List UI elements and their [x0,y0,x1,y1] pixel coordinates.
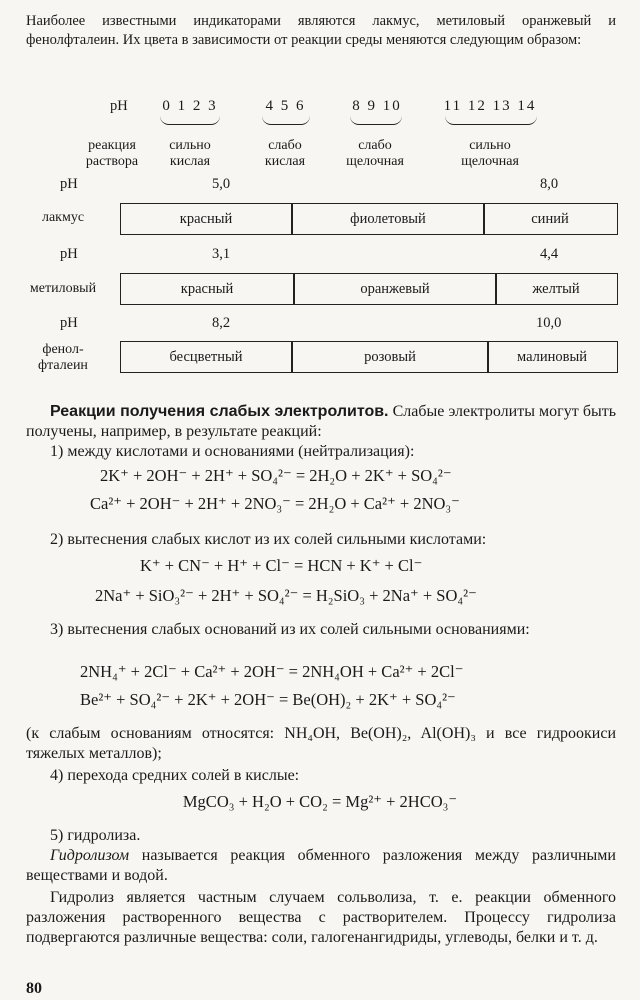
hydrolysis-term: Гидролизом [50,847,130,864]
phenol-low: 8,2 [212,315,231,331]
equation-5: 2NH₄⁺ + 2Cl⁻ + Ca²⁺ + 2OH⁻ = 2NH₄OH + Ca²⁺ + 2Cl⁻ [80,662,464,681]
section-intro: Реакции получения слабых электролитов. Слабые электролиты могут быть получены, например, в результате реакций: [26,403,616,440]
methyl-acid-color: красный [180,281,234,297]
note: (к слабым основаниям относятся: NH₄OH, Be(OH)₂, Al(OH)₃ и все гидроокиси тяжелых металлов); [26,725,616,762]
methyl-low: 3,1 [212,246,231,262]
litmus-label: лакмус [41,210,85,225]
section-title: Реакции получения слабых электролитов. [50,403,389,420]
methyl-label: метиловый [29,281,97,296]
desc-strong-base: сильно щелочная [461,138,519,169]
litmus-low: 5,0 [212,176,231,192]
brace-strong-base [445,116,537,125]
equation-7: MgCO₃ + H₂O + CO₂ = Mg²⁺ + 2HCO₃⁻ [182,792,458,811]
phenol-mid-color: розовый [364,349,416,365]
final-paragraph: Гидролиз является частным случаем сольволиза, т. е. реакции обменного разложения растворенного вещества с растворителем. Процессу гидролиза подвергаются различные вещества: соли, галогенангидриды, углеводы, белки и т. д. [26,889,616,946]
item-5: 5) гидролиза. [50,827,141,844]
ph-label-phenol: pH [60,315,78,331]
item-3: 3) вытеснения слабых оснований из их солей сильными основаниями: [50,621,530,638]
item-1: 1) между кислотами и основаниями (нейтрализация): [50,443,415,460]
ph-label-methyl: pH [60,246,78,262]
litmus-base-color: синий [531,211,569,227]
methyl-base-color: желтый [532,281,580,297]
equation-2: Ca²⁺ + 2OH⁻ + 2H⁺ + 2NO₃⁻ = 2H₂O + Ca²⁺ + 2NO₃⁻ [90,494,460,513]
phenol-base-color: малиновый [517,349,587,365]
ph-scale [0,0,640,180]
equation-4: 2Na⁺ + SiO₃²⁻ + 2H⁺ + SO₄²⁻ = H₂SiO₃ + 2Na⁺ + SO₄²⁻ [95,586,477,605]
ph-group-weak-base: 8 9 10 [352,98,402,114]
equation-3: K⁺ + CN⁻ + H⁺ + Cl⁻ = HCN + K⁺ + Cl⁻ [140,556,423,575]
ph-label-litmus: pH [60,176,78,192]
page-number: 80 [26,980,42,997]
desc-weak-acid: слабо кислая [264,138,306,169]
litmus-high: 8,0 [540,176,559,192]
ph-group-strong-acid: 0 1 2 3 [162,98,218,114]
reaction-label: реакция раствора [85,138,139,169]
brace-weak-acid [262,116,310,125]
ph-group-weak-acid: 4 5 6 [265,98,306,114]
desc-strong-acid: сильно кислая [169,138,211,169]
phenol-acid-color: бесцветный [169,349,243,365]
brace-strong-acid [160,116,220,125]
phenol-label: фенол- фталеин [38,342,88,373]
litmus-mid-color: фиолетовый [350,211,426,227]
litmus-acid-color: красный [179,211,233,227]
brace-weak-base [350,116,402,125]
hydrolysis-definition: Гидролизом называется реакция обменного разложения между различными веществами и водой. [26,847,616,884]
methyl-high: 4,4 [540,246,559,262]
equation-1: 2K⁺ + 2OH⁻ + 2H⁺ + SO₄²⁻ = 2H₂O + 2K⁺ + SO₄²⁻ [100,466,452,485]
phenol-band [120,341,618,373]
litmus-band [120,203,618,235]
item-2: 2) вытеснения слабых кислот из их солей сильными кислотами: [50,531,487,548]
methyl-mid-color: оранжевый [360,281,430,297]
phenol-high: 10,0 [536,315,562,331]
desc-weak-base: слабо щелочная [346,138,404,169]
equation-6: Be²⁺ + SO₄²⁻ + 2K⁺ + 2OH⁻ = Be(OH)₂ + 2K⁺ + SO₄²⁻ [80,690,456,709]
item-4: 4) перехода средних солей в кислые: [50,767,300,784]
ph-label: pH [110,98,128,114]
methyl-band [120,273,618,305]
ph-group-strong-base: 11 12 13 14 [443,98,537,114]
intro-paragraph: Наиболее известными индикаторами являются лакмус, метиловый оранжевый и фенолфталеин. Их цвета в зависимости от реакции среды меняются следующим образом: [26,13,616,48]
